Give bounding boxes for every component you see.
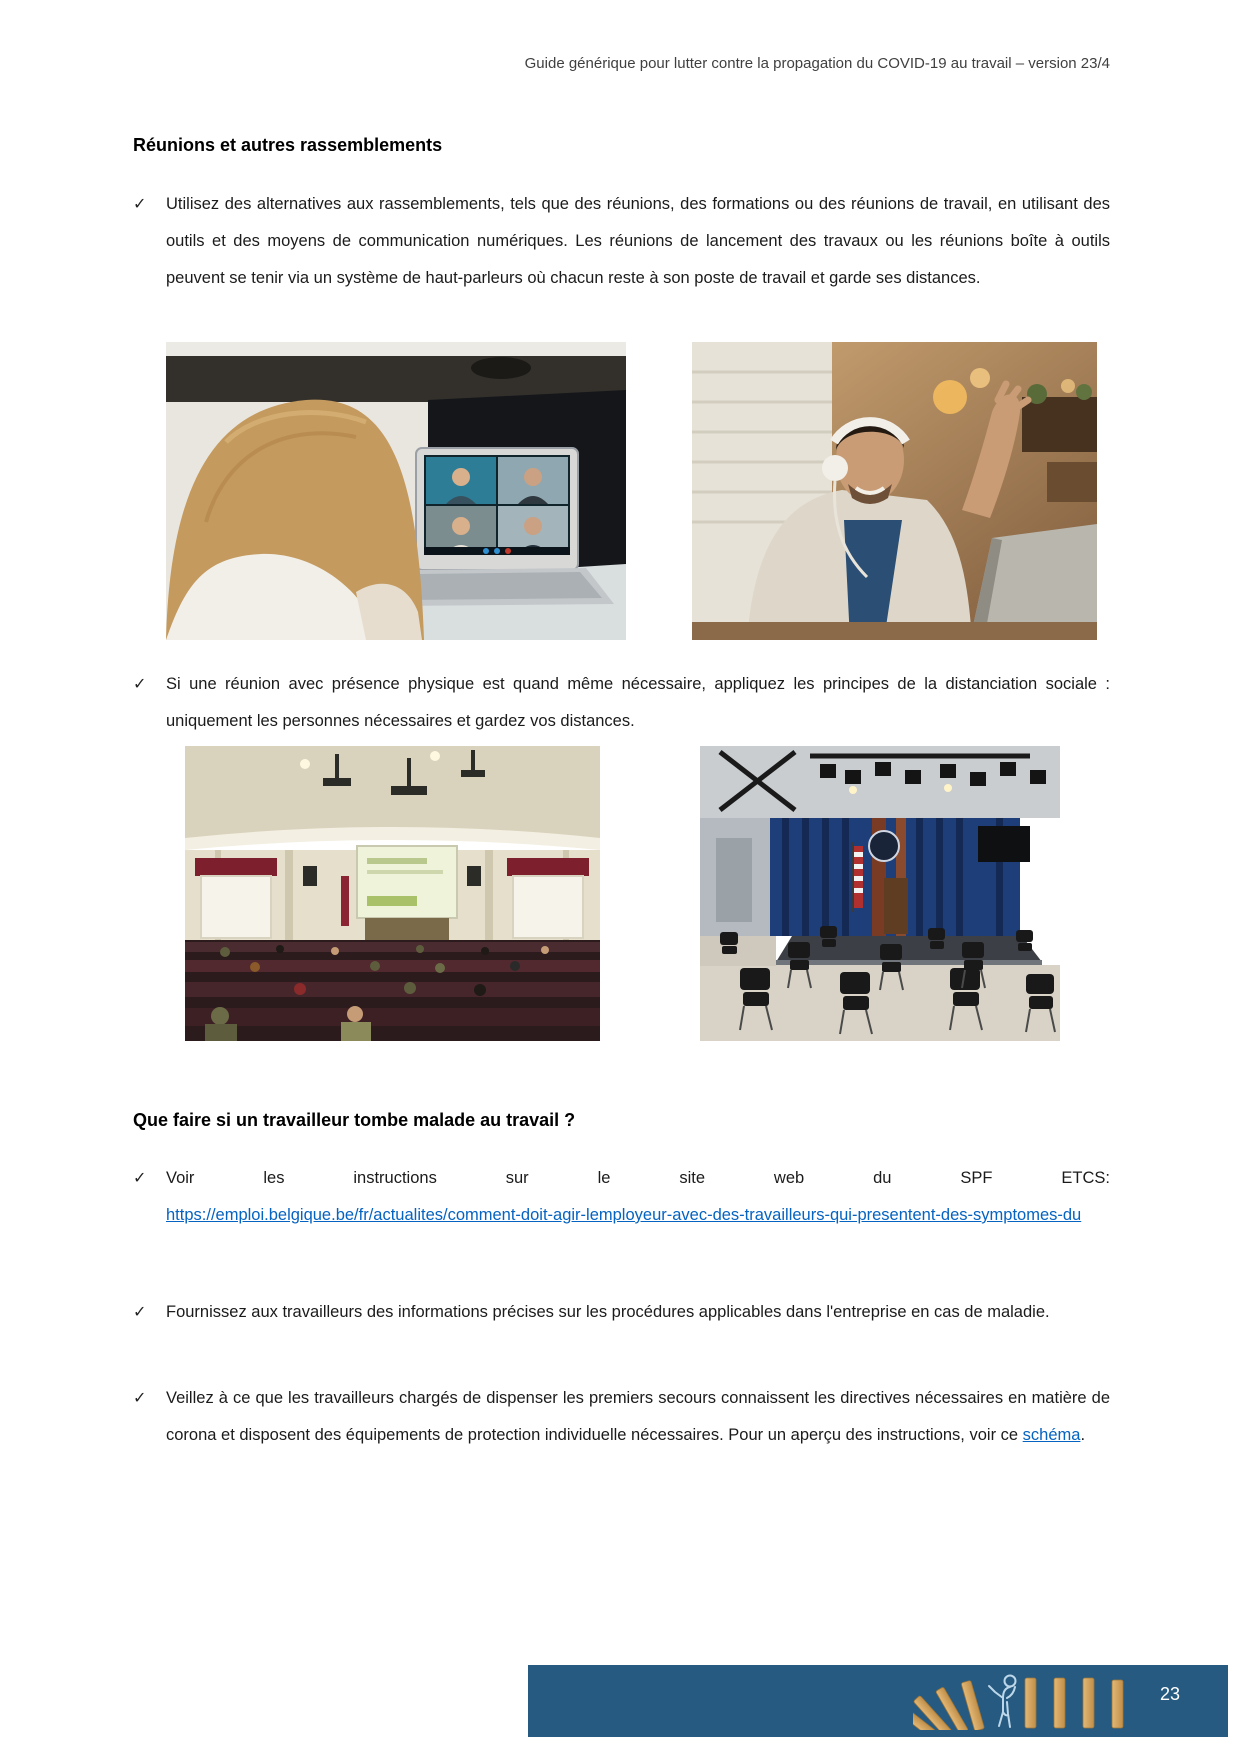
image-row-distancing bbox=[133, 746, 1110, 1041]
photo-man-waving-headphones bbox=[692, 342, 1097, 640]
checkmark-icon: ✓ bbox=[133, 1304, 147, 1321]
bullet-procedures bbox=[133, 1294, 1110, 1331]
image-row-video-calls bbox=[133, 342, 1110, 640]
schema-link[interactable]: schéma bbox=[1022, 1426, 1081, 1444]
man-waving-illustration bbox=[692, 342, 1097, 640]
checkmark-icon: ✓ bbox=[133, 676, 147, 693]
section-heading-meetings: Réunions et autres rassemblements bbox=[133, 135, 443, 155]
first-aid-text-before: Veillez à ce que les travailleurs chargés de dispenser les premiers secours connaissent les directives nécessaires en matière de corona et disposent des équipements de protection individuelle nécessaires. Pour un aperçu des instructions, voir ce bbox=[166, 1389, 1110, 1444]
spaced-chairs-illustration bbox=[700, 746, 1060, 1041]
photo-video-call-woman-laptop bbox=[166, 342, 626, 640]
bullet-alternatives-text: Utilisez des alternatives aux rassemblements, tels que des réunions, des formations ou des réunions de travail, en utilisant des outils et des moyens de communication numériques. Les réunions de lancement des travaux ou les réunions boîte à outils peuvent se tenir via un système de haut-parleurs où chacun reste à son poste de travail et garde ses distances. bbox=[166, 195, 1110, 287]
video-call-illustration bbox=[166, 342, 626, 640]
falling-dominoes bbox=[913, 1680, 984, 1730]
bullet-first-aid bbox=[133, 1380, 1110, 1454]
bullet-physical-meeting-text: Si une réunion avec présence physique est quand même nécessaire, appliquez les principes de la distanciation sociale : uniquement les personnes nécessaires et gardez vos distances. bbox=[166, 675, 1110, 730]
footer-bar bbox=[528, 1665, 1228, 1737]
bullet-instructions-text bbox=[166, 1160, 1110, 1234]
bullet-first-aid-text bbox=[166, 1380, 1110, 1454]
section-heading-sick-worker: Que faire si un travailleur tombe malade au travail ? bbox=[133, 1110, 576, 1130]
checkmark-icon: ✓ bbox=[133, 196, 147, 213]
photo-press-room-chairs bbox=[700, 746, 1060, 1041]
bullet-procedures-text: Fournissez aux travailleurs des informations précises sur les procédures applicables dans l'entreprise en cas de maladie. bbox=[166, 1303, 1050, 1321]
bullet-physical-meeting bbox=[133, 666, 1110, 740]
page-header: Guide générique pour lutter contre la propagation du COVID-19 au travail – version 23/4 bbox=[524, 55, 1110, 72]
spf-etcs-link[interactable]: https://emploi.belgique.be/fr/actualites/comment-doit-agir-lemployeur-avec-des-travailleurs-qui-presentent-des-symptomes-du bbox=[166, 1206, 1082, 1224]
person-outline bbox=[989, 1676, 1016, 1728]
domino-effect-logo bbox=[913, 1672, 1148, 1730]
auditorium-illustration bbox=[185, 746, 600, 1041]
checkmark-icon: ✓ bbox=[133, 1390, 147, 1407]
page-number: 23 bbox=[1159, 1683, 1180, 1704]
checkmark-icon: ✓ bbox=[133, 1170, 147, 1187]
first-aid-text-after: . bbox=[1080, 1426, 1086, 1444]
bullet-alternatives bbox=[133, 186, 1110, 297]
photo-auditorium-audience bbox=[185, 746, 600, 1041]
instructions-intro: Voir les instructions sur le site web du SPF ETCS: bbox=[166, 1169, 1110, 1187]
bullet-instructions-link bbox=[133, 1160, 1110, 1234]
standing-dominoes bbox=[1025, 1678, 1123, 1728]
